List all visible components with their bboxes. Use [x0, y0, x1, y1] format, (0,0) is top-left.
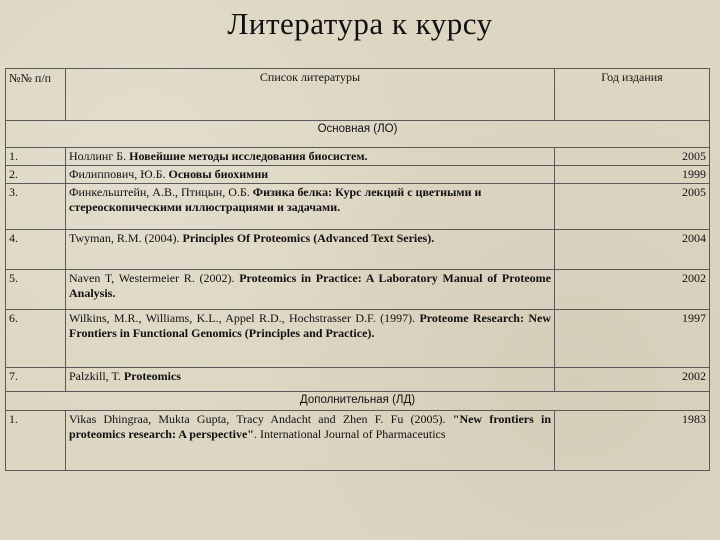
- row-reference: [66, 230, 555, 270]
- row-year: 2002: [555, 270, 710, 310]
- ref-authors: Palzkill, T.: [69, 369, 124, 383]
- row-year: 2005: [555, 148, 710, 166]
- row-reference: [66, 166, 555, 184]
- header-number: №№ п/п: [6, 69, 66, 121]
- header-year: Год издания: [555, 69, 710, 121]
- section-row-main: [6, 121, 710, 148]
- row-number: 1.: [6, 411, 66, 471]
- row-reference: [66, 148, 555, 166]
- row-reference: [66, 368, 555, 392]
- ref-title: Новейшие методы исследования биосистем.: [129, 149, 368, 163]
- ref-journal: . International Journal of Pharmaceutics: [253, 427, 446, 441]
- table-row: [6, 230, 710, 270]
- row-number: 7.: [6, 368, 66, 392]
- ref-authors: Twyman, R.M. (2004).: [69, 231, 183, 245]
- row-year: 2002: [555, 368, 710, 392]
- row-number: 3.: [6, 184, 66, 230]
- ref-authors: Wilkins, M.R., Williams, K.L., Appel R.D., Hochstrasser D.F. (1997).: [69, 311, 420, 325]
- row-reference: [66, 310, 555, 368]
- table-row: [6, 166, 710, 184]
- section-row-additional: [6, 392, 710, 411]
- table-header-row: [6, 69, 710, 121]
- row-number: 1.: [6, 148, 66, 166]
- ref-title: Proteomics in Practice: A Laboratory Manual of Proteome Analysis.: [69, 271, 552, 300]
- row-year: 1999: [555, 166, 710, 184]
- ref-title: Principles Of Proteomics (Advanced Text Series).: [182, 231, 435, 245]
- row-year: 1983: [555, 411, 710, 471]
- row-reference: [66, 184, 555, 230]
- ref-title: Proteome Research: New Frontiers in Functional Genomics (Principles and Practice).: [69, 311, 551, 340]
- row-reference: [66, 270, 555, 310]
- page-title: Литература к курсу: [227, 6, 493, 41]
- row-year: 2005: [555, 184, 710, 230]
- ref-authors: Ноллинг Б.: [69, 149, 130, 163]
- table-row: [6, 310, 710, 368]
- section-label: Основная (ЛО): [6, 121, 710, 148]
- row-number: 5.: [6, 270, 66, 310]
- section-label: Дополнительная (ЛД): [6, 392, 710, 411]
- table-row: [6, 184, 710, 230]
- ref-authors: Vikas Dhingraa, Mukta Gupta, Tracy Andacht and Zhen F. Fu (2005).: [69, 412, 453, 426]
- table-row: [6, 148, 710, 166]
- ref-title: Основы биохимии: [168, 167, 269, 181]
- header-list: Список литературы: [66, 69, 555, 121]
- table-row: [6, 270, 710, 310]
- ref-authors: Naven T, Westermeier R. (2002).: [69, 271, 240, 285]
- ref-authors: Филиппович, Ю.Б.: [69, 167, 169, 181]
- table-row: [6, 411, 710, 471]
- row-year: 2004: [555, 230, 710, 270]
- table-row: [6, 368, 710, 392]
- ref-title: Proteomics: [123, 369, 181, 383]
- ref-title: Физика белка: Курс лекций с цветными и стереоскопическими иллюстрациями и задачами.: [69, 185, 482, 214]
- literature-table: [5, 68, 710, 471]
- row-number: 2.: [6, 166, 66, 184]
- row-number: 4.: [6, 230, 66, 270]
- ref-title: "New frontiers in proteomics research: A perspective": [69, 412, 551, 441]
- row-year: 1997: [555, 310, 710, 368]
- row-reference: [66, 411, 555, 471]
- ref-authors: Финкельштейн, А.В., Птицын, О.Б.: [69, 185, 253, 199]
- row-number: 6.: [6, 310, 66, 368]
